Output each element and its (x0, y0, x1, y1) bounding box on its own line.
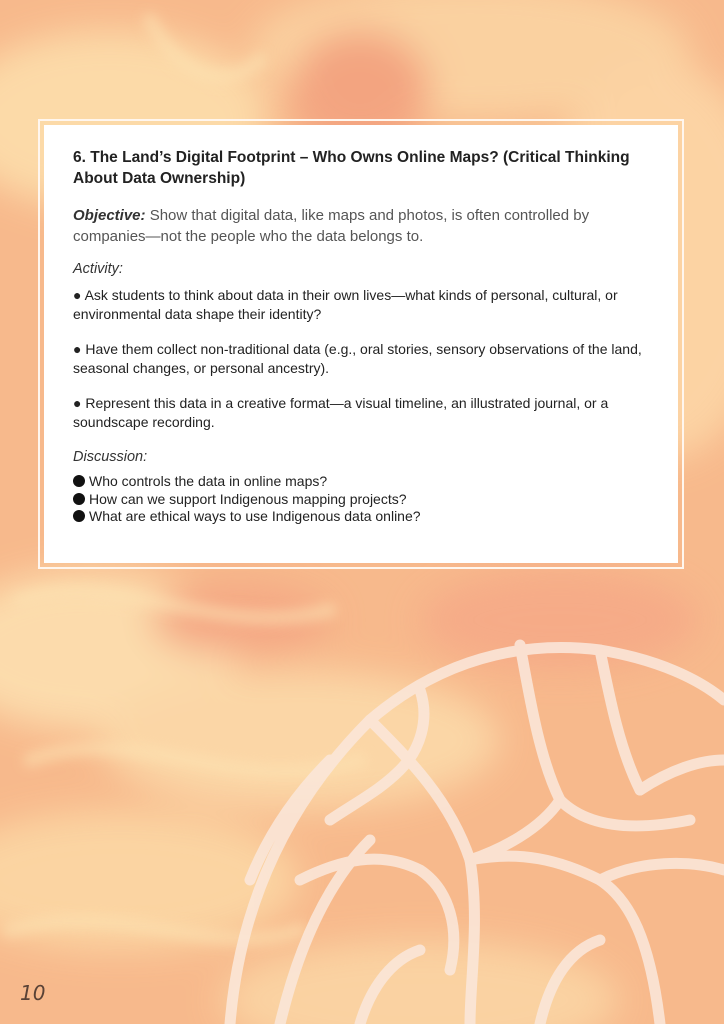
activity-label: Activity: (73, 261, 123, 277)
objective-paragraph (73, 205, 648, 247)
discussion-list (73, 473, 648, 526)
objective-text: Show that digital data, like maps and photos, is often controlled by companies—not the people who the data belongs to. (73, 207, 590, 245)
activity-item: ● Have them collect non-traditional data (e.g., oral stories, sensory observations of the land, seasonal changes, or personal ancestry). (73, 341, 642, 376)
activity-item: ● Represent this data in a creative format—a visual timeline, an illustrated journal, or a soundscape recording. (73, 395, 609, 430)
discussion-item (73, 491, 648, 509)
discussion-text: How can we support Indigenous mapping projects? (89, 490, 407, 507)
bullet-dot-icon (73, 475, 85, 487)
activity-card (44, 125, 678, 563)
discussion-text: Who controls the data in online maps? (89, 473, 328, 489)
card-title: 6. The Land’s Digital Footprint – Who Owns Online Maps? (Critical Thinking About Data Ownership) (73, 149, 630, 187)
discussion-item (73, 508, 648, 526)
page-number: 10 (20, 981, 46, 1005)
bullet-dot-icon (73, 493, 85, 505)
discussion-item (73, 473, 648, 491)
objective-label: Objective: (73, 207, 146, 224)
bullet-dot-icon (73, 510, 85, 522)
discussion-label: Discussion: (73, 449, 148, 465)
activity-item: ● Ask students to think about data in their own lives—what kinds of personal, cultural, or environmental data shape their identity? (73, 287, 618, 322)
discussion-text: What are ethical ways to use Indigenous data online? (89, 508, 421, 524)
